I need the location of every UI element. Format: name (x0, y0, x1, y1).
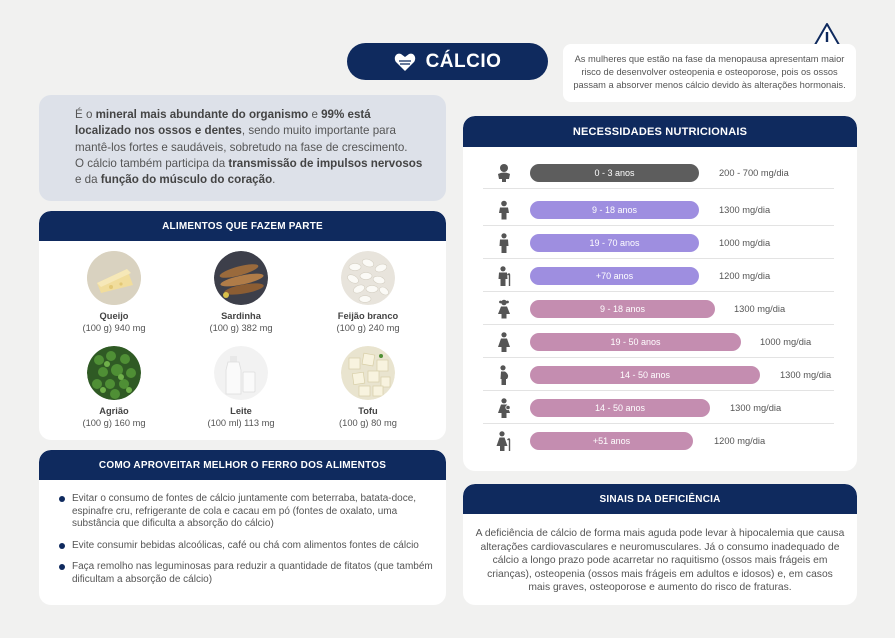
list-item: Evitar o consumo de fontes de cálcio juntamente com beterraba, batata-doce, espinafre cru, refrigerante de cola e cacau em pó (fontes de oxalato, uma substância que dificulta a absorção do cálcio) (59, 493, 434, 531)
needs-row (483, 292, 834, 325)
elderly-woman-icon (495, 431, 513, 451)
elderly-man-icon (495, 266, 513, 286)
age-bar: 19 - 70 anos (530, 234, 699, 252)
heart-icon (394, 52, 416, 72)
dose-value: 200 - 700 mg/dia (719, 168, 789, 178)
girl-icon (495, 299, 513, 319)
age-bar: 19 - 50 anos (530, 333, 741, 351)
cheese-image (87, 251, 141, 305)
list-item: Evite consumir bebidas alcoólicas, café ou chá com alimentos fontes de cálcio (59, 540, 434, 553)
milk-image (214, 346, 268, 400)
woman-icon (495, 332, 513, 352)
baby-icon (495, 163, 513, 183)
dose-value: 1300 mg/dia (730, 403, 782, 413)
lactating-woman-icon (495, 398, 513, 418)
needs-row (483, 424, 834, 457)
watercress-image (87, 346, 141, 400)
sardine-image (214, 251, 268, 305)
age-bar: 9 - 18 anos (530, 300, 715, 318)
needs-row (483, 156, 834, 189)
foods-card-title: ALIMENTOS QUE FAZEM PARTE (39, 211, 446, 241)
needs-card-title: NECESSIDADES NUTRICIONAIS (463, 116, 857, 147)
age-bar: 9 - 18 anos (530, 201, 699, 219)
dose-value: 1200 mg/dia (719, 271, 771, 281)
white-bean-image (341, 251, 395, 305)
food-item: Sardinha (100 g) 382 mg (181, 251, 301, 334)
intro-paragraph-1: É o mineral mais abundante do organismo e 99% está localizado nos ossos e dentes, sendo muito importante para mantê-los fortes e saudáveis, sobretudo na fase de crescimento. (75, 108, 408, 154)
dose-value: 1200 mg/dia (714, 436, 766, 446)
deficiency-card-title: SINAIS DA DEFICIÊNCIA (463, 484, 857, 514)
boy-icon (495, 200, 513, 220)
dose-value: 1000 mg/dia (719, 238, 771, 248)
needs-row (483, 193, 834, 226)
needs-row (483, 259, 834, 292)
deficiency-card (463, 484, 857, 605)
dose-value: 1300 mg/dia (734, 304, 786, 314)
list-item: Faça remolho nas leguminosas para reduzir a quantidade de fitatos (que também dificultam a absorção de cálcio) (59, 561, 434, 586)
age-bar: +70 anos (530, 267, 699, 285)
food-item: Queijo (100 g) 940 mg (54, 251, 174, 334)
food-item: Feijão branco (100 g) 240 mg (308, 251, 428, 334)
dose-value: 1000 mg/dia (760, 337, 812, 347)
intro-box (39, 95, 446, 201)
pregnant-woman-icon (495, 365, 513, 385)
age-bar: 14 - 50 anos (530, 399, 710, 417)
needs-row (483, 358, 834, 391)
dose-value: 1300 mg/dia (719, 205, 771, 215)
needs-row (483, 226, 834, 259)
food-item: Leite (100 ml) 113 mg (181, 346, 301, 429)
food-item: Agrião (100 g) 160 mg (54, 346, 174, 429)
intro-paragraph-2: O cálcio também participa da transmissão de impulsos nervosos e da função do músculo do coração. (75, 156, 423, 187)
title-pill (347, 43, 548, 80)
food-item: Tofu (100 g) 80 mg (308, 346, 428, 429)
tips-list (39, 480, 446, 586)
foods-card (39, 211, 446, 440)
needs-row (483, 325, 834, 358)
tofu-image (341, 346, 395, 400)
needs-row (483, 391, 834, 424)
deficiency-text: A deficiência de cálcio de forma mais aguda pode levar à hipocalemia que causa alterações cardiovasculares e neuromusculares. Já o consumo inadequado de cálcio a longo prazo pode acarretar no raquitismo (ossos mais frágeis em crianças), osteopenia (ossos mais frágeis em adultos e idosos) e, em casos mais graves, osteoporose e aumento do risco de fraturas. (475, 528, 845, 593)
man-icon (495, 233, 513, 253)
menopause-warning: As mulheres que estão na fase da menopausa apresentam maior risco de desenvolver osteopenia e osteoporose, pois os ossos passam a absorver menos cálcio devido às alterações hormonais. (563, 44, 856, 102)
nutritional-needs-card (463, 116, 857, 471)
page-title: CÁLCIO (425, 50, 502, 72)
age-bar: 14 - 50 anos (530, 366, 760, 384)
tips-card (39, 450, 446, 605)
age-bar: 0 - 3 anos (530, 164, 699, 182)
tips-card-title: COMO APROVEITAR MELHOR O FERRO DOS ALIMENTOS (39, 450, 446, 480)
dose-value: 1300 mg/dia (780, 370, 832, 380)
age-bar: +51 anos (530, 432, 693, 450)
